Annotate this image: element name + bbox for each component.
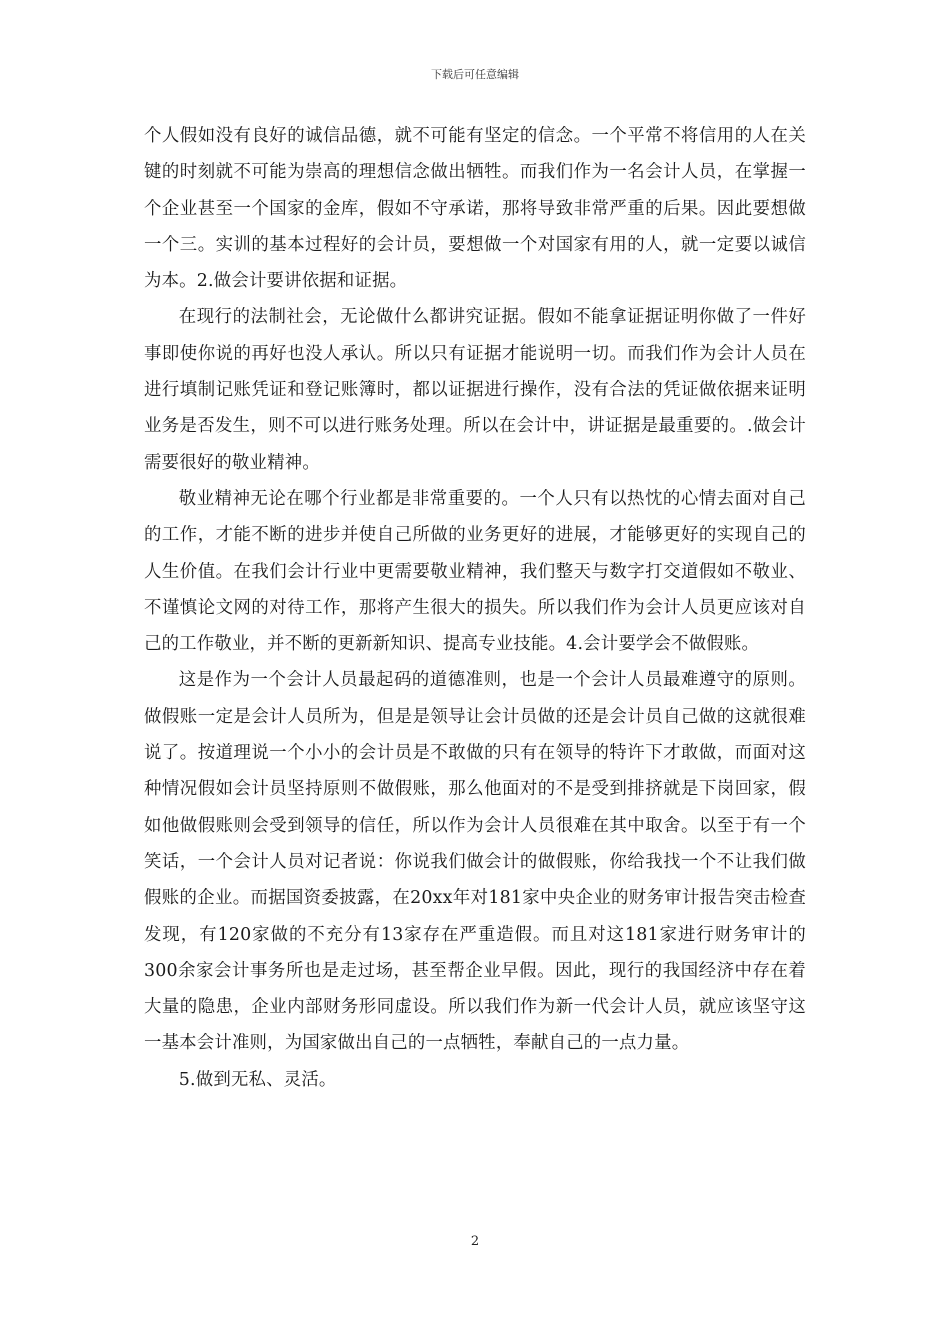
page-number: 2 bbox=[470, 1234, 480, 1249]
paragraph-selfless-flexible: 5.做到无私、灵活。 bbox=[178, 1069, 337, 1090]
document-body bbox=[144, 118, 806, 1098]
paragraph-dedication: 敬业精神无论在哪个行业都是非常重要的。一个人只有以热忱的心情去面对自己的工作，才能不断的进步并使自己所做的业务更好的进展，才能够更好的实现自己的人生价值。在我们会计行业中更需要敬业精神，我们整天与数字打交道假如不敬业、不谨慎论文网的对待工作，那将产生很大的损失。所以我们作为会计人员更应该对自己的工作敬业，并不断的更新新知识、提高专业技能。4.会计要学会不做假账。 bbox=[144, 488, 806, 655]
paragraph-integrity: 个人假如没有良好的诚信品德，就不可能有坚定的信念。一个平常不将信用的人在关键的时刻就不可能为崇高的理想信念做出牺牲。而我们作为一名会计人员，在掌握一个企业甚至一个国家的金库，假如不守承诺，那将导致非常严重的后果。因此要想做一个三。实训的基本过程好的会计员，要想做一个对国家有用的人，就一定要以诚信为本。2.做会计要讲依据和证据。 bbox=[144, 126, 806, 292]
paragraph-no-false-accounts: 这是作为一个会计人员最起码的道德准则，也是一个会计人员最难遵守的原则。做假账一定是会计人员所为，但是是领导让会计员做的还是会计员自己做的这就很难说了。按道理说一个小小的会计员是不敢做的只有在领导的特许下才敢做，而面对这种情况假如会计员坚持原则不做假账，那么他面对的不是受到排挤就是下岗回家，假如他做假账则会受到领导的信任，所以作为会计人员很难在其中取舍。以至于有一个笑话，一个会计人员对记者说：你说我们做会计的做假账，你给我找一个不让我们做假账的企业。而据国资委披露，在20xx年对181家中央企业的财务审计报告突击检查发现，有120家做的不充分有13家存在严重造假。而且对这181家进行财务审计的300余家会计事务所也是走过场，甚至帮企业早假。因此，现行的我国经济中存在着大量的隐患，企业内部财务形同虚设。所以我们作为新一代会计人员，就应该坚守这一基本会计准则，为国家做出自己的一点牺牲，奉献自己的一点力量。 bbox=[144, 670, 806, 1054]
paragraph-evidence: 在现行的法制社会，无论做什么都讲究证据。假如不能拿证据证明你做了一件好事即使你说的再好也没人承认。所以只有证据才能说明一切。而我们作为会计人员在进行填制记账凭证和登记账簿时，都以证据进行操作，没有合法的凭证做依据来证明业务是否发生，则不可以进行账务处理。所以在会计中，讲证据是最重要的。.做会计需要很好的敬业精神。 bbox=[144, 307, 806, 473]
page-header: 下载后可任意编辑 bbox=[431, 68, 519, 81]
